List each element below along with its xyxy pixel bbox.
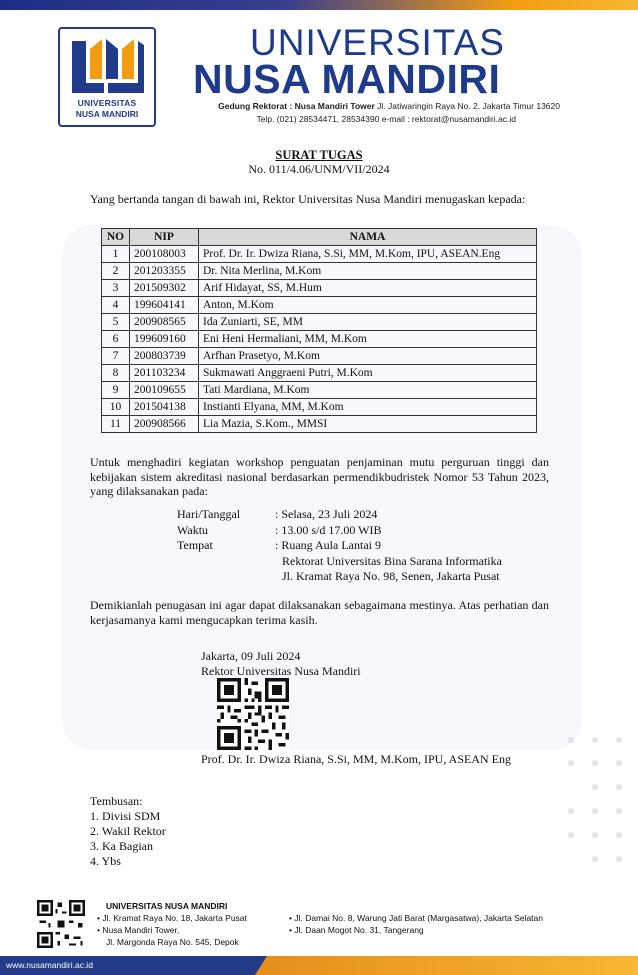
decor-dot: [616, 737, 622, 743]
signer-name: Prof. Dr. Ir. Dwiza Riana, S.Si, MM, M.Kom, IPU, ASEAN Eng: [201, 752, 512, 766]
cell-nip: 201203355: [130, 263, 199, 280]
staff-table: [101, 228, 537, 433]
table-row: [102, 399, 537, 416]
cell-nip: 201509302: [130, 280, 199, 297]
cell-nama: Lia Mazia, S.Kom., MMSI: [199, 416, 537, 433]
cell-no: 10: [102, 399, 130, 416]
website-link[interactable]: www.nusamandiri.ac.id: [6, 960, 93, 970]
cell-no: 11: [102, 416, 130, 433]
cell-no: 7: [102, 348, 130, 365]
signature-qr-code: [217, 678, 289, 750]
purpose-paragraph: Untuk menghadiri kegiatan workshop penguatan penjaminan mutu perguruan tinggi dan kebijakan sistem akreditasi nasional berdasarkan permendikbudristek Nomor 53 Tahun 2023, yang dilaksanakan pada:: [90, 455, 549, 498]
table-row: [102, 348, 537, 365]
cell-no: 9: [102, 382, 130, 399]
cell-no: 1: [102, 246, 130, 263]
time-value: : 13.00 s/d 17.00 WIB: [275, 522, 382, 537]
cell-nip: 200108003: [130, 246, 199, 263]
header-address-building: Gedung Rektorat : Nusa Mandiri Tower: [218, 101, 375, 111]
decor-dot: [616, 784, 622, 790]
header-address-street: Jl. Jatiwaringin Raya No. 2, Jakarta Timur 13620: [374, 101, 560, 111]
university-logo: [58, 27, 156, 127]
decor-dot: [616, 808, 622, 814]
logo-text-line1: UNIVERSITAS: [77, 98, 137, 108]
cell-no: 6: [102, 331, 130, 348]
table-row: [102, 382, 537, 399]
footer-address-2: • Nusa Mandiri Tower,: [97, 925, 180, 935]
table-row: [102, 416, 537, 433]
cell-no: 3: [102, 280, 130, 297]
bottom-accent-stripe: [255, 956, 638, 975]
decor-dot: [592, 856, 598, 862]
brand-title-line2: NUSA MANDIRI: [193, 56, 501, 102]
decor-dot: [592, 737, 598, 743]
cc-item: 1. Divisi SDM: [90, 809, 161, 823]
footer-address-4: • Jl. Daan Mogot No. 31, Tangerang: [289, 925, 424, 935]
cell-nip: 199604141: [130, 297, 199, 314]
decor-dot: [592, 808, 598, 814]
cell-nama: Tati Mardiana, M.Kom: [199, 382, 537, 399]
day-value: : Selasa, 23 Juli 2024: [275, 507, 378, 521]
place-label: Tempat: [177, 538, 213, 552]
table-row: [102, 331, 537, 348]
schedule-block: [177, 507, 502, 585]
table-row: [102, 297, 537, 314]
decor-dot: [592, 784, 598, 790]
place-value: : Ruang Aula Lantai 9: [275, 538, 381, 552]
time-label: Waktu: [177, 522, 209, 537]
cell-nama: Instianti Elyana, MM, M.Kom: [199, 399, 537, 416]
logo-text-line2: NUSA MANDIRI: [75, 109, 139, 119]
table-row: [102, 263, 537, 280]
decor-dot: [616, 760, 622, 766]
cell-nama: Eni Heni Hermaliani, MM, M.Kom: [199, 331, 537, 348]
cell-no: 2: [102, 263, 130, 280]
letter-intro: Yang bertanda tangan di bawah ini, Rektor Universitas Nusa Mandiri menugaskan kepada:: [90, 192, 526, 206]
table-header-row: [102, 229, 537, 246]
footer-address-1: • Jl. Kramat Raya No. 18, Jakarta Pusat: [97, 913, 247, 923]
cell-no: 5: [102, 314, 130, 331]
footer-qr-code: [37, 900, 85, 948]
cc-block: [90, 794, 166, 869]
cc-item: 4. Ybs: [90, 854, 121, 868]
cell-nip: 199609160: [130, 331, 199, 348]
decor-dot: [592, 832, 598, 838]
footer-address-2b: Jl. Margonda Raya No. 545, Depok: [106, 937, 239, 947]
cell-nama: Dr. Nita Merlina, M.Kom: [199, 263, 537, 280]
cc-label: Tembusan:: [90, 794, 143, 808]
decor-dot: [568, 760, 574, 766]
decor-dot: [592, 760, 598, 766]
table-row: [102, 365, 537, 382]
decor-dot: [568, 808, 574, 814]
decor-dot: [616, 856, 622, 862]
day-label: Hari/Tanggal: [177, 507, 241, 521]
col-nama-header: NAMA: [199, 229, 537, 246]
decor-dot: [568, 737, 574, 743]
table-row: [102, 280, 537, 297]
top-color-bar: [0, 0, 638, 10]
cell-nip: 201504138: [130, 399, 199, 416]
cell-nip: 200908565: [130, 314, 199, 331]
cc-item: 2. Wakil Rektor: [90, 824, 166, 838]
decor-dot: [568, 832, 574, 838]
cell-nama: Anton, M.Kom: [199, 297, 537, 314]
cell-nama: Arif Hidayat, SS, M.Hum: [199, 280, 537, 297]
signature-header: [201, 649, 361, 679]
cell-nama: Ida Zuniarti, SE, MM: [199, 314, 537, 331]
header-contact: Telp. (021) 28534471, 28534390 e-mail : rektorat@nusamandiri.ac.id: [256, 114, 516, 124]
bottom-color-bar: [0, 956, 638, 975]
signer-title: Rektor Universitas Nusa Mandiri: [201, 664, 361, 678]
letter-title: SURAT TUGAS: [275, 148, 363, 162]
footer-title: UNIVERSITAS NUSA MANDIRI: [106, 901, 228, 911]
header-address: [218, 101, 560, 111]
cell-nama: Sukmawati Anggraeni Putri, M.Kom: [199, 365, 537, 382]
col-no-header: NO: [102, 229, 130, 246]
cc-item: 3. Ka Bagian: [90, 839, 153, 853]
col-nip-header: NIP: [130, 229, 199, 246]
cell-nip: 200109655: [130, 382, 199, 399]
letter-number: No. 011/4.06/UNM/VII/2024: [248, 162, 390, 176]
footer-address-3: • Jl. Damai No. 8, Warung Jati Barat (Margasatwa), Jakarta Selatan: [289, 913, 543, 923]
cell-nip: 201103234: [130, 365, 199, 382]
cell-nip: 200908566: [130, 416, 199, 433]
decor-dot: [616, 832, 622, 838]
place-line3: Jl. Kramat Raya No. 98, Senen, Jakarta Pusat: [282, 569, 500, 583]
cell-no: 4: [102, 297, 130, 314]
table-row: [102, 246, 537, 263]
logo-mark-icon: [68, 35, 148, 97]
table-row: [102, 314, 537, 331]
place-line2: Rektorat Universitas Bina Sarana Informatika: [282, 553, 502, 568]
cell-no: 8: [102, 365, 130, 382]
cell-nama: Arfhan Prasetyo, M.Kom: [199, 348, 537, 365]
brand-title-line1: UNIVERSITAS: [250, 22, 505, 63]
cell-nip: 200803739: [130, 348, 199, 365]
place-date: Jakarta, 09 Juli 2024: [201, 649, 301, 663]
cell-nama: Prof. Dr. Ir. Dwiza Riana, S.Si, MM, M.Kom, IPU, ASEAN.Eng: [199, 246, 537, 263]
closing-paragraph: Demikianlah penugasan ini agar dapat dilaksanakan sebagaimana mestinya. Atas perhatian dan kerjasamanya kami mengucapkan terima kasih.: [90, 598, 549, 627]
